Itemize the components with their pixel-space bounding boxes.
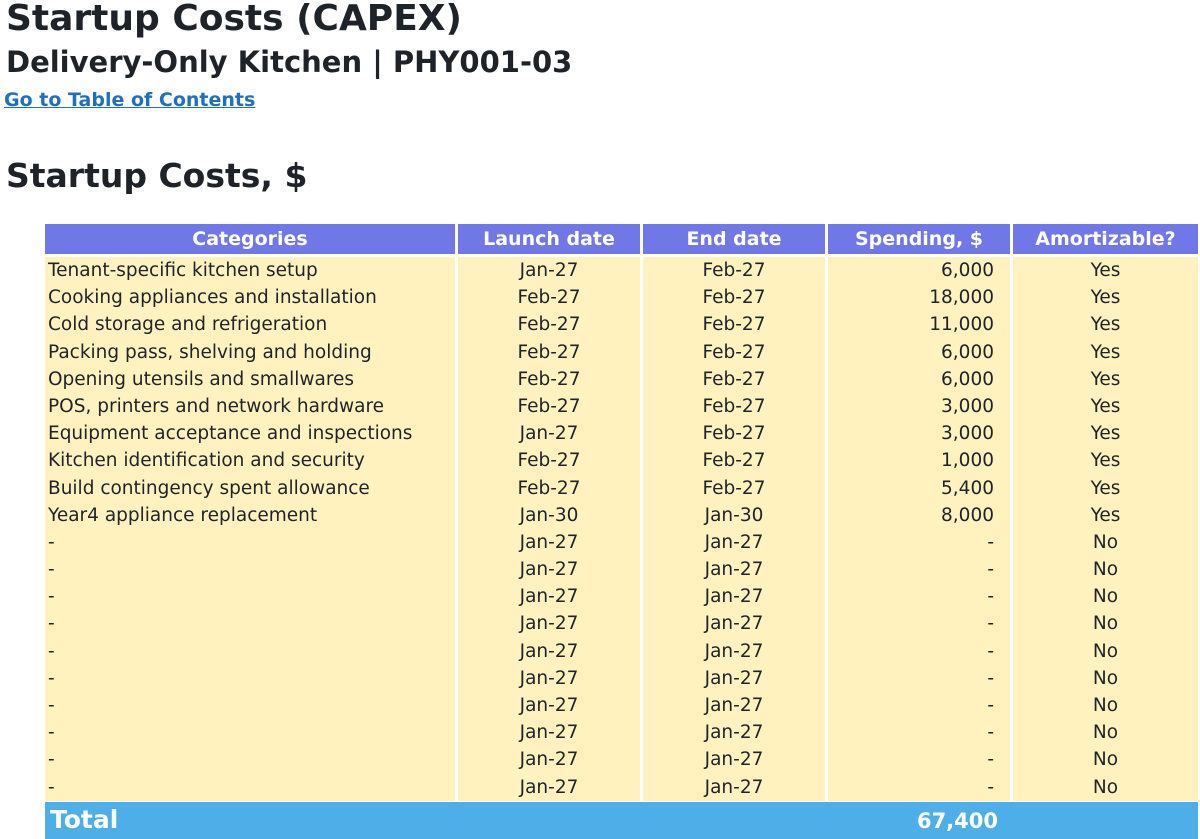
cell-categories: Kitchen identification and security <box>45 447 455 474</box>
total-value: 67,400 <box>916 809 998 833</box>
cell-launch-date: Jan-27 <box>458 610 640 637</box>
cell-launch-date: Jan-27 <box>458 665 640 692</box>
cell-amortizable: No <box>1013 665 1198 692</box>
cell-launch-date: Jan-27 <box>458 556 640 583</box>
cell-categories: Tenant-specific kitchen setup <box>45 257 455 284</box>
cell-spending: 5,400 <box>828 475 1010 502</box>
cell-spending: 6,000 <box>828 339 1010 366</box>
cell-spending: - <box>828 529 1010 556</box>
cell-amortizable: Yes <box>1013 420 1198 447</box>
cell-end-date: Jan-27 <box>643 583 825 610</box>
cell-end-date: Feb-27 <box>643 447 825 474</box>
cell-launch-date: Jan-27 <box>458 719 640 746</box>
cell-end-date: Feb-27 <box>643 284 825 311</box>
cell-end-date: Feb-27 <box>643 393 825 420</box>
cell-spending: - <box>828 610 1010 637</box>
cell-end-date: Jan-27 <box>643 719 825 746</box>
page-subtitle: Delivery-Only Kitchen | PHY001-03 <box>6 45 573 79</box>
cell-launch-date: Jan-27 <box>458 692 640 719</box>
cell-amortizable: Yes <box>1013 339 1198 366</box>
cell-amortizable: Yes <box>1013 284 1198 311</box>
cell-amortizable: Yes <box>1013 311 1198 338</box>
cell-launch-date: Jan-27 <box>458 529 640 556</box>
cell-spending: - <box>828 746 1010 773</box>
cell-spending: 18,000 <box>828 284 1010 311</box>
cell-end-date: Jan-27 <box>643 529 825 556</box>
cell-amortizable: Yes <box>1013 366 1198 393</box>
cell-spending: - <box>828 774 1010 801</box>
section-title: Startup Costs, $ <box>6 156 308 195</box>
cell-end-date: Jan-30 <box>643 502 825 529</box>
cell-categories: - <box>45 719 455 746</box>
cell-amortizable: No <box>1013 774 1198 801</box>
cell-amortizable: No <box>1013 719 1198 746</box>
cell-launch-date: Jan-27 <box>458 257 640 284</box>
cell-launch-date: Feb-27 <box>458 447 640 474</box>
cell-launch-date: Jan-27 <box>458 420 640 447</box>
total-label: Total <box>50 805 119 834</box>
cell-categories: Cooking appliances and installation <box>45 284 455 311</box>
cell-spending: - <box>828 583 1010 610</box>
cell-categories: Opening utensils and smallwares <box>45 366 455 393</box>
cell-end-date: Jan-27 <box>643 610 825 637</box>
cell-categories: Packing pass, shelving and holding <box>45 339 455 366</box>
cell-categories: POS, printers and network hardware <box>45 393 455 420</box>
cell-categories: - <box>45 692 455 719</box>
cell-spending: - <box>828 638 1010 665</box>
column-header-categories: Categories <box>45 224 455 254</box>
cell-amortizable: Yes <box>1013 475 1198 502</box>
cell-spending: 8,000 <box>828 502 1010 529</box>
cell-categories: - <box>45 583 455 610</box>
cell-amortizable: No <box>1013 556 1198 583</box>
cell-launch-date: Feb-27 <box>458 366 640 393</box>
cell-end-date: Jan-27 <box>643 556 825 583</box>
table-of-contents-link[interactable]: Go to Table of Contents <box>4 89 256 111</box>
cell-end-date: Feb-27 <box>643 475 825 502</box>
cell-categories: Equipment acceptance and inspections <box>45 420 455 447</box>
cell-amortizable: No <box>1013 638 1198 665</box>
cell-amortizable: No <box>1013 692 1198 719</box>
cell-amortizable: Yes <box>1013 257 1198 284</box>
cell-launch-date: Feb-27 <box>458 284 640 311</box>
cell-launch-date: Feb-27 <box>458 475 640 502</box>
cell-spending: 6,000 <box>828 366 1010 393</box>
cell-categories: - <box>45 746 455 773</box>
cell-launch-date: Jan-27 <box>458 774 640 801</box>
cell-end-date: Jan-27 <box>643 638 825 665</box>
cell-launch-date: Jan-27 <box>458 746 640 773</box>
cell-end-date: Feb-27 <box>643 257 825 284</box>
column-header-amortizable: Amortizable? <box>1013 224 1198 254</box>
column-header-spending: Spending, $ <box>828 224 1010 254</box>
cell-categories: - <box>45 556 455 583</box>
cell-spending: 3,000 <box>828 393 1010 420</box>
cell-end-date: Jan-27 <box>643 774 825 801</box>
cell-amortizable: No <box>1013 610 1198 637</box>
cell-end-date: Feb-27 <box>643 339 825 366</box>
cell-categories: - <box>45 665 455 692</box>
cell-categories: - <box>45 638 455 665</box>
cell-categories: Build contingency spent allowance <box>45 475 455 502</box>
cell-categories: - <box>45 529 455 556</box>
cell-spending: - <box>828 692 1010 719</box>
cell-end-date: Jan-27 <box>643 692 825 719</box>
cell-end-date: Feb-27 <box>643 420 825 447</box>
cell-amortizable: No <box>1013 529 1198 556</box>
page-title: Startup Costs (CAPEX) <box>6 0 462 39</box>
cell-launch-date: Jan-27 <box>458 583 640 610</box>
cell-amortizable: No <box>1013 746 1198 773</box>
cell-launch-date: Feb-27 <box>458 339 640 366</box>
cell-amortizable: Yes <box>1013 502 1198 529</box>
cell-end-date: Feb-27 <box>643 366 825 393</box>
cell-end-date: Jan-27 <box>643 746 825 773</box>
startup-costs-table <box>45 224 1198 801</box>
cell-spending: - <box>828 556 1010 583</box>
total-row <box>45 802 1198 839</box>
cell-categories: - <box>45 610 455 637</box>
column-header-end-date: End date <box>643 224 825 254</box>
cell-amortizable: No <box>1013 583 1198 610</box>
cell-spending: 6,000 <box>828 257 1010 284</box>
cell-spending: 11,000 <box>828 311 1010 338</box>
cell-spending: 3,000 <box>828 420 1010 447</box>
column-header-launch-date: Launch date <box>458 224 640 254</box>
cell-categories: Year4 appliance replacement <box>45 502 455 529</box>
cell-spending: 1,000 <box>828 447 1010 474</box>
cell-amortizable: Yes <box>1013 393 1198 420</box>
cell-amortizable: Yes <box>1013 447 1198 474</box>
cell-launch-date: Feb-27 <box>458 311 640 338</box>
cell-end-date: Jan-27 <box>643 665 825 692</box>
cell-launch-date: Jan-30 <box>458 502 640 529</box>
cell-categories: Cold storage and refrigeration <box>45 311 455 338</box>
cell-launch-date: Jan-27 <box>458 638 640 665</box>
cell-categories: - <box>45 774 455 801</box>
cell-spending: - <box>828 665 1010 692</box>
cell-launch-date: Feb-27 <box>458 393 640 420</box>
cell-end-date: Feb-27 <box>643 311 825 338</box>
cell-spending: - <box>828 719 1010 746</box>
